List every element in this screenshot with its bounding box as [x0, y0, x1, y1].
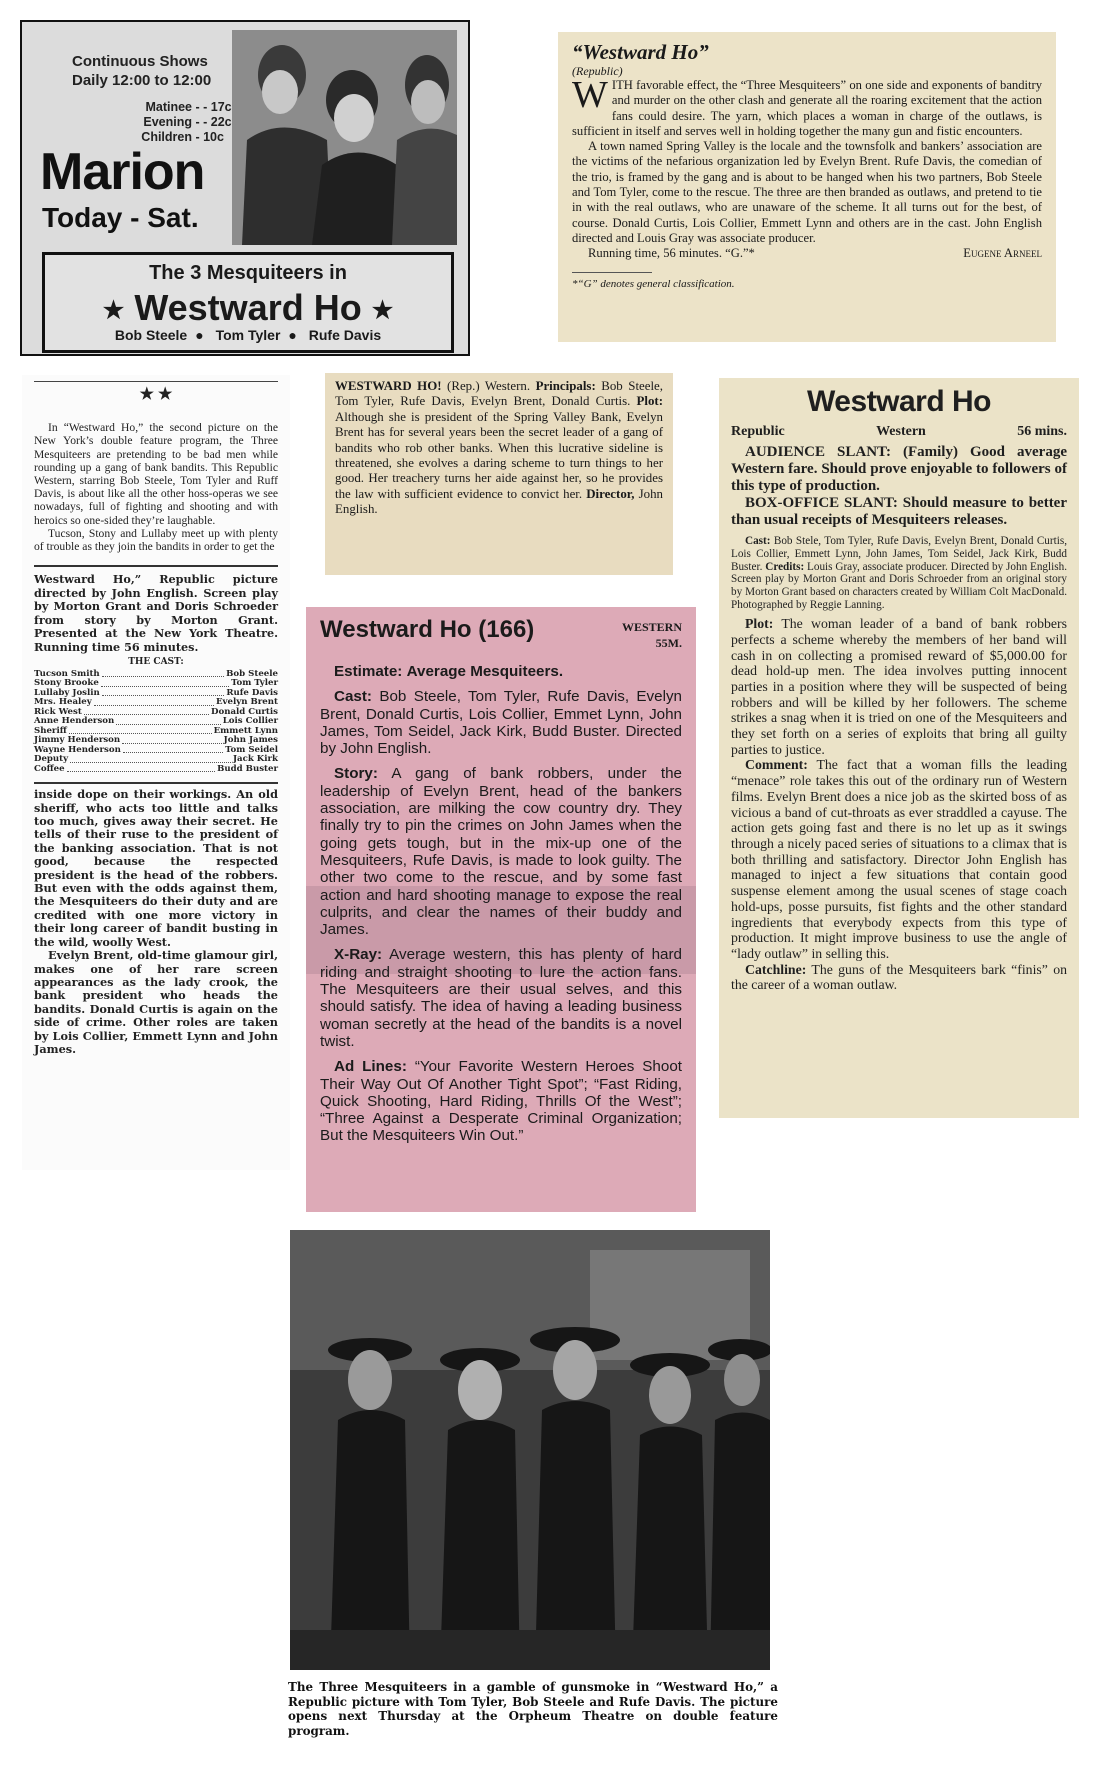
plot-text: The woman leader of a band of bank robbers perfects a scheme whereby the members of her band will cash in on collecting a promised reward of $5,000.00 for dead hold-up men. The idea involves putting innocent parties in a position where they will be suspected of being robbers and will be killed by her followers. The scheme strikes a snag when it is tried on one of the Mesquiteers and they set forth on a series of exploits that bring all guilty parties to justice. — [731, 616, 1068, 757]
credits-text: Westward Ho,” Republic picture directed by John English. Screen play by Morton Grant and Doris Schroeder from story by Morton Grant. Presented at the New York Theatre. Running time 56 minutes. — [34, 572, 278, 654]
cast-actor: Jack Kirk — [232, 754, 278, 765]
cast-actor: Emmett Lynn — [213, 725, 278, 736]
trade-cast — [731, 535, 1067, 612]
cast-role: Coffee — [34, 763, 65, 774]
director-label: Director, — [586, 486, 635, 501]
review-paragraph: Tucson, Stony and Lullaby meet up with plenty of trouble as they join the bandits in order to get the — [34, 526, 278, 554]
price-value: 10c — [203, 130, 224, 144]
film-still-photo — [290, 1230, 770, 1670]
cast-actor: Bob Steele — [226, 668, 278, 679]
story — [320, 765, 682, 938]
audience-slant — [731, 444, 1067, 495]
review-studio: (Republic) — [572, 64, 623, 78]
cast-actor: Tom Tyler — [231, 678, 278, 689]
cast-actor: Budd Buster — [217, 763, 278, 774]
cast-row — [34, 765, 278, 775]
trade-studio: Republic — [731, 424, 785, 439]
cast-actor: John James — [223, 735, 278, 746]
review-paragraph: In “Westward Ho,” the second picture on the New York’s double feature program, the Three Mesquiteers are pretending to be bad men while rounding up a gang of bank bandits. This Republic Western, starring Bob Steele, Tom Tyler and Ruff Davis, is about like all the other hoss-operas we see nowadays, full of fighting and shooting and with heroics so one-sided they’re laughable. — [34, 421, 278, 527]
review-continued — [34, 782, 278, 1056]
cast — [320, 688, 682, 757]
adlines-label: Ad Lines: — [334, 1058, 407, 1076]
price-value: 22c — [210, 115, 232, 129]
xray-text: Average western, this has plenty of hard riding and straight shooting to lure the action fans. The Mesquiteers are their usual selves, and this should satisfy. The idea of having a leading business woman secretly at the head of the bandits is a novel twist. — [320, 946, 682, 1050]
cast-role: Anne Henderson — [34, 716, 115, 727]
cast-label: Cast: — [334, 688, 372, 706]
cast-role: Stony Brooke — [34, 678, 99, 689]
cast-actor: Tom Seidel — [225, 744, 278, 755]
cast-role: Sheriff — [34, 725, 67, 736]
boxoffice-slant — [731, 495, 1067, 529]
ad-billing-box — [42, 252, 454, 353]
ad-billing-line: The 3 Mesquiteers in — [149, 262, 347, 284]
cast-list — [34, 670, 278, 775]
cowboys-group-photo — [290, 1230, 770, 1670]
adlines-text: “Your Favorite Western Heroes Shoot Their Way Out Of Another Tight Spot”; “Fast Riding, Quick Shooting, Hard Riding, Thrills Of the West”; “Three Against a Desperate Criminal Organization; But the Mesquiteers Win Out.” — [320, 1058, 682, 1145]
xray-label: X-Ray: — [334, 946, 383, 964]
review-running-time — [572, 246, 1042, 261]
audience-text: (Family) Good average Western fare. Should prove enjoyable to followers of this type of production. — [731, 443, 1067, 494]
review-signature: Eugene Arneel — [963, 246, 1042, 261]
plot-label: Plot: — [636, 394, 664, 409]
cast-actor: Donald Curtis — [211, 706, 278, 717]
cowboys-illustration — [232, 30, 457, 245]
marion-theatre-ad — [20, 20, 470, 356]
ad-prices — [112, 100, 232, 145]
review-paragraph: Evelyn Brent, old-time glamour girl, makes one of her rare screen appearances as the lady crook, the bank president who heads the bandits. Donald Curtis is again on the side of crime. Other roles are taken by Lois Collier, Emmett Lynn and John James. — [34, 948, 278, 1056]
comment-label: Comment: — [745, 757, 808, 773]
ad-star-name: Rufe Davis — [308, 327, 382, 343]
credits-label: Credits: — [765, 560, 805, 573]
ad-star-name: Bob Steele — [114, 327, 188, 343]
showmen-runtime: 55M. — [655, 636, 682, 650]
showmen-content — [320, 615, 682, 1145]
estimate — [320, 663, 682, 680]
cast-text: Bob Steele, Tom Tyler, Rufe Davis, Evelyn Brent, Donald Curtis, Lois Collier, Emmet Lynn, John James, Tom Seidel, Jack Kirk, Budd Buster. Directed by John English. — [320, 688, 682, 758]
arneel-review — [558, 32, 1056, 342]
trade-meta — [731, 424, 1067, 440]
price-row: Children - 10c — [112, 130, 232, 145]
rep-synopsis — [325, 373, 673, 575]
synopsis-text — [335, 379, 663, 518]
star-icon: ★ — [371, 296, 394, 324]
trade-genre: Western — [876, 424, 926, 439]
ad-star-name: Tom Tyler — [215, 327, 281, 343]
theatre-name: Marion — [40, 143, 205, 201]
catchline-label: Catchline: — [745, 961, 807, 977]
showmen-header — [320, 615, 682, 661]
trade-runtime: 56 mins. — [1017, 424, 1067, 439]
showmen-review — [306, 607, 696, 1212]
review-paragraph — [572, 74, 1042, 139]
cast-label: Cast: — [745, 534, 771, 547]
price-label: Children — [141, 130, 192, 144]
trade-title: Westward Ho — [807, 385, 991, 418]
synopsis-title: WESTWARD HO! — [335, 379, 442, 393]
estimate-text: Average Mesquiteers. — [406, 663, 564, 680]
ad-continuous-shows: Continuous Shows — [72, 53, 208, 70]
synopsis-tag: (Rep.) Western. — [447, 379, 531, 393]
catchline-text: The guns of the Mesquiteers bark “finis” on the career of a woman outlaw. — [731, 961, 1068, 993]
plot-label: Plot: — [745, 616, 774, 632]
cast-role: Rick West — [34, 706, 82, 717]
ad-stars: Bob Steele ● Tom Tyler ● Rufe Davis — [114, 327, 382, 343]
story-text: A gang of bank robbers, under the leadership of Evelyn Brent, head of the bankers association, are milking the cow country dry. They finally try to pin the crimes on John James when the going gets tough, but in the mix-up one of the Mesquiteers, Rufe Davis, is made to look guilty. The other two come to the rescue, and by some fast action and hard shooting manage to expose the real culprits, and clear the names of their buddy and James. — [320, 765, 682, 939]
classification-footnote: *“G” denotes general classification. — [572, 277, 735, 290]
divider — [572, 272, 652, 273]
cast-role: Lullaby Joslin — [34, 687, 100, 698]
trade-comment — [731, 757, 1067, 961]
cast-role: Deputy — [34, 754, 69, 765]
ad-lines — [320, 1058, 682, 1144]
ad-film-title: Westward Ho — [134, 287, 362, 328]
showmen-genre-runtime — [622, 619, 682, 651]
principals-label: Principals: — [535, 379, 596, 393]
price-value: 17c — [210, 100, 232, 114]
plot: Although she is president of the Spring Valley Bank, Evelyn Brent has for several years been the secret leader of a gang of bandits who rob other banks. When this lucrative sideline is threatened, she evolves a daring scheme to turn things to her good. Her treachery turns her aide against her, so he provides the law with sufficient evidence to convict her. — [335, 409, 663, 501]
cast-role: Mrs. Healey — [34, 697, 92, 708]
boxoffice-text: Should measure to better than usual receipts of Mesquiteers releases. — [731, 494, 1068, 528]
credits-text: Louis Gray, associate producer. Directed by John English. Screen play by Morton Grant and Doris Schroeder from an original story by Morton Grant based on characters created by William Colt MacDonald. Photographed by Reggie Lanning. — [731, 560, 1067, 612]
star-icon: ★ — [102, 296, 125, 324]
showmen-genre: WESTERN — [621, 620, 682, 634]
cast-role: Jimmy Henderson — [34, 735, 121, 746]
photo-caption: The Three Mesquiteers in a gamble of gunsmoke in “Westward Ho,” a Republic picture with Tom Tyler, Bob Steele and Rufe Davis. The picture opens next Thursday at the Orpheum Theatre on double feature program. — [288, 1680, 778, 1738]
ad-cowboys-photo — [232, 30, 457, 245]
price-row: Matinee - - 17c — [112, 100, 232, 115]
review-paragraph: inside dope on their workings. An old sheriff, who acts too little and talks too much, gives away their secret. He tells of their ruse to the president of the banking association. That is not good, because the respected president is the head of the robbers. But even with the odds against them, the Mesquiteers do their duty and are credited with one more victory in their long career of bandit busting in the wild, woolly West. — [34, 787, 278, 949]
film-credits — [34, 565, 278, 774]
price-row: Evening - - 22c — [112, 115, 232, 130]
cast-actor: Evelyn Brent — [216, 697, 278, 708]
director: John English. — [335, 486, 663, 517]
estimate-label: Estimate: — [334, 663, 403, 680]
trade-catchline — [731, 962, 1067, 993]
xray — [320, 946, 682, 1050]
trade-review — [719, 378, 1079, 1118]
star-rating: ★ ★ — [34, 381, 278, 401]
trade-plot — [731, 616, 1067, 757]
review-text: ITH favorable effect, the “Three Mesquiteers” on one side and exponents of banditry and murder on the other clash and generate all the roaring excitement that the action fans could desire. The yarn, which places a woman in charge of the outlaws, is sufficient in itself and serves well in holding together the many gun and fistic encounters. — [572, 78, 1042, 138]
ad-showtimes — [72, 52, 211, 90]
cast-heading: THE CAST: — [128, 657, 184, 668]
cast-role: Wayne Henderson — [34, 744, 121, 755]
ad-daily-hours: Daily 12:00 to 12:00 — [72, 72, 212, 89]
showmen-title: Westward Ho (166) — [320, 616, 535, 643]
ad-dates: Today - Sat. — [42, 202, 199, 233]
comment-text: The fact that a woman fills the leading “menace” role takes this out of the ordinary run of Western films. Evelyn Brent does a nice job as the skirted boss of as vicious a band of cut-throats as ever straddled a cayuse. The action gets going fast and there is no let up as it swings through a nicely paced series of situations to a climax that is both thrilling and satisfactory. Director John English has managed to inject a few situations that contain good suspense element among the usual scenes of stage coach hold-ups, posse pursuits, fist fights and the other standard ingredients that everybody expects from this type of production. It might improve business to use the angle of “lady outlaw” in selling this. — [731, 757, 1067, 961]
cast-actor: Rufe Davis — [226, 687, 278, 698]
cast-actor: Lois Collier — [222, 716, 278, 727]
story-label: Story: — [334, 765, 378, 783]
boxoffice-label: BOX-OFFICE SLANT: — [745, 494, 898, 511]
drop-cap: W — [572, 74, 608, 116]
cast-role: Tucson Smith — [34, 668, 100, 679]
ad-title-line — [45, 287, 451, 329]
running-time: Running time, 56 minutes. “G.”* — [588, 246, 755, 261]
principals: Bob Steele, Tom Tyler, Rufe Davis, Evelyn Brent, Donald Curtis. — [335, 379, 663, 409]
audience-label: AUDIENCE SLANT: — [745, 443, 891, 460]
cast-text: Bob Stele, Tom Tyler, Rufe Davis, Evelyn Brent, Donald Curtis, Lois Collier, Emmett Lynn, John James, Tom Seidel, Jack Kirk, Budd Buster. — [731, 534, 1067, 573]
price-label: Evening — [143, 115, 192, 129]
review-paragraph: A town named Spring Valley is the locale and the townsfolk and bankers’ association are the victims of the nefarious organization led by Evelyn Brent. Rufe Davis, the comedian of the trio, is framed by the gang and is about to be hanged when his two partners, Bob Steele and Tom Tyler, come to the rescue. The three are then branded as outlaws, and pretend to tie in with the real outlaws, who are unaware of the scheme. It all turns out for the best, of course. Donald Curtis, Lois Collier, Emmett Lynn and others are in the cast. John English directed and Louis Gray was associate producer. — [572, 139, 1042, 245]
price-label: Matinee — [145, 100, 192, 114]
review-title: “Westward Ho” — [572, 40, 709, 64]
newspaper-review — [22, 375, 290, 1170]
